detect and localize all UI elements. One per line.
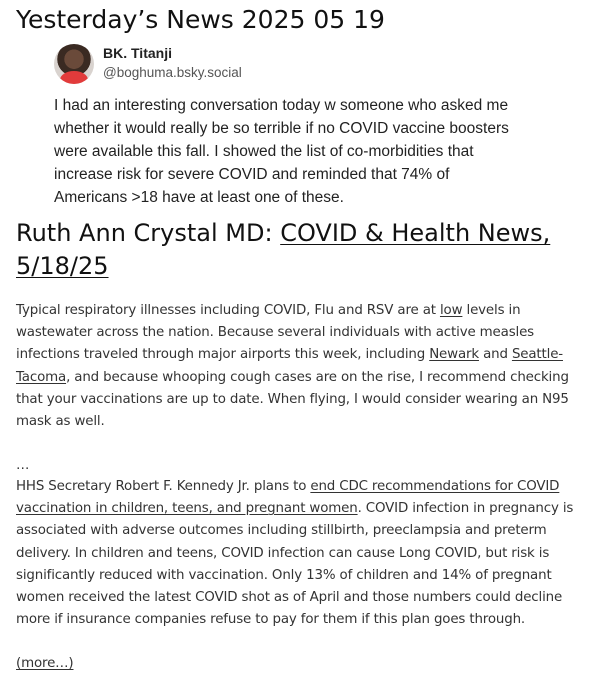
avatar-shirt: [60, 71, 88, 84]
section-heading-prefix: Ruth Ann Crystal MD:: [16, 219, 281, 247]
paragraph-wastewater: [16, 300, 592, 433]
para1-text-1: Typical respiratory illnesses including COVID, Flu and RSV are at: [16, 303, 440, 318]
cdc-recommendations-link[interactable]: end CDC recommendations for COVID vaccination in children, teens, and pregnant women: [16, 479, 560, 517]
para2-text-1: HHS Secretary Robert F. Kennedy Jr. plans to: [16, 479, 311, 494]
low-link[interactable]: low: [439, 303, 463, 318]
avatar[interactable]: [54, 44, 94, 84]
para2-text-2: . COVID infection in pregnancy is associated with adverse outcomes including stillbirth, preeclampsia and preterm delivery. In children and teens, COVID infection can cause Long COVID, but risk is significantly reduced with vaccination. Only 13% of children and 14% of pregnant women received the latest COVID shot as of April and those numbers could decline more if insurance companies refuse to pay for them if this plan goes through.: [16, 501, 574, 628]
more-link[interactable]: (more…): [16, 656, 74, 671]
para1-text-2: levels in wastewater across the nation. Because several individuals with active measles infections traveled through major airports this week, including: [16, 303, 535, 363]
paragraph-hhs: [16, 476, 592, 631]
post-text: I had an interesting conversation today w someone who asked me whether it would really be so terrible if no COVID vaccine boosters were available this fall. I showed the list of co-morbidities that increase risk for severe COVID and reminded that 74% of Americans >18 have at least one of these.: [54, 97, 509, 206]
section-heading-link[interactable]: COVID & Health News, 5/18/25: [16, 219, 551, 280]
newark-link[interactable]: Newark: [429, 347, 479, 363]
seattle-tacoma-link[interactable]: Seattle-Tacoma: [16, 347, 563, 385]
author-name[interactable]: BK. Titanji: [103, 45, 172, 61]
more-link-container: [16, 653, 592, 675]
para1-text-4: , and because whooping cough cases are on the rise, I recommend checking that your vaccinations are up to date. When flying, I would consider wearing an N95 mask as well.: [16, 369, 569, 430]
author-handle[interactable]: @boghuma.bsky.social: [103, 65, 242, 80]
para1-text-3: and: [478, 347, 512, 363]
ellipsis: …: [16, 458, 30, 473]
page-title: Yesterday’s News 2025 05 19: [16, 5, 385, 34]
section-heading: [16, 217, 586, 283]
